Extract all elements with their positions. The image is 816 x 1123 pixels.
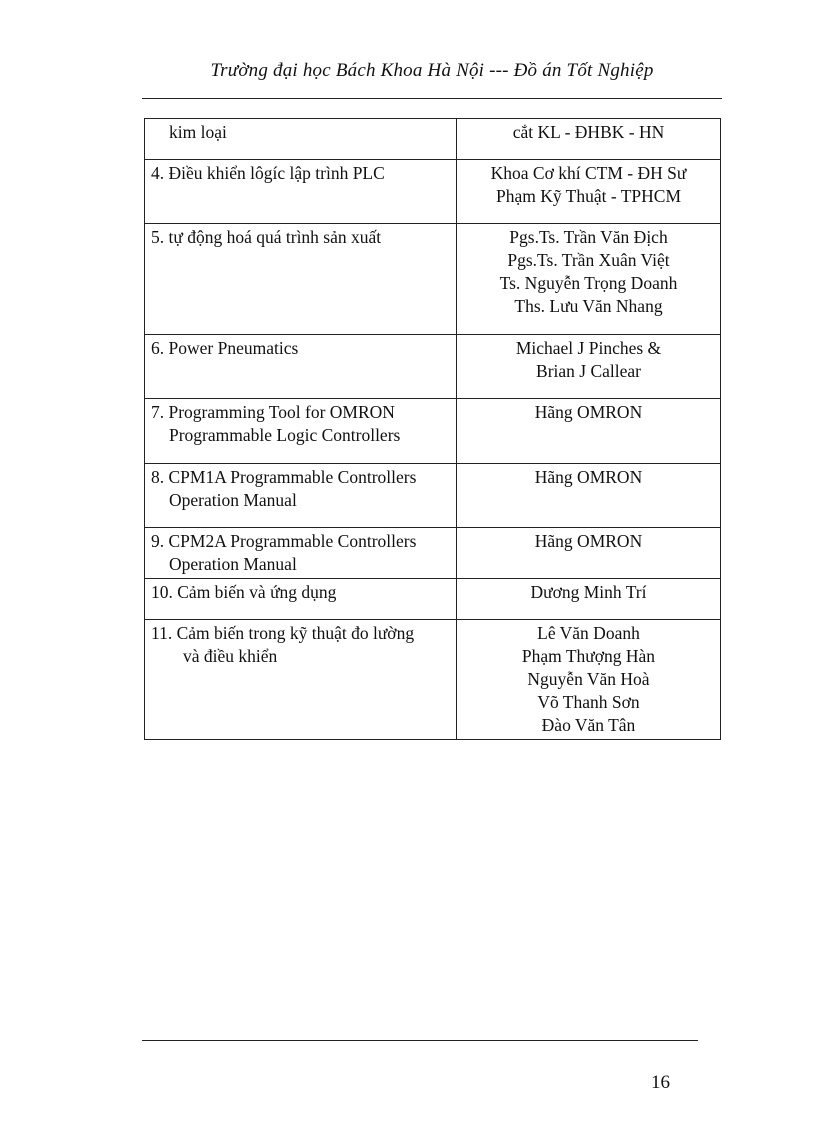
reference-author [457, 224, 721, 335]
reference-title [145, 579, 457, 620]
table-row [145, 160, 721, 224]
reference-author-line: Lê Văn Doanh [537, 623, 640, 643]
reference-author-line: Khoa Cơ khí CTM - ĐH Sư [490, 163, 687, 183]
reference-author [457, 160, 721, 224]
reference-title-line: kim loại [169, 122, 227, 142]
reference-title-line: 7. Programming Tool for OMRON [151, 402, 395, 422]
reference-author-line: Ts. Nguyễn Trọng Doanh [499, 273, 678, 293]
reference-title [145, 620, 457, 740]
reference-author [457, 335, 721, 399]
reference-title-line: Operation Manual [169, 490, 297, 510]
reference-author-line: Hãng OMRON [534, 467, 643, 487]
references-table [144, 118, 721, 740]
table-row [145, 528, 721, 579]
reference-author-line: Pgs.Ts. Trần Xuân Việt [507, 250, 670, 270]
reference-author-line: Phạm Kỹ Thuật - TPHCM [495, 186, 682, 206]
reference-author [457, 464, 721, 528]
table-row [145, 335, 721, 399]
reference-title-line: 6. Power Pneumatics [151, 338, 299, 358]
table-row [145, 579, 721, 620]
reference-title-line: Operation Manual [169, 554, 297, 574]
header-rule [142, 98, 722, 99]
reference-author [457, 119, 721, 160]
reference-title-line: 10. Cảm biến và ứng dụng [151, 582, 337, 602]
reference-author-line: Võ Thanh Sơn [537, 692, 640, 712]
reference-author-line: Hãng OMRON [534, 531, 643, 551]
table-row [145, 620, 721, 740]
reference-author-line: Nguyễn Văn Hoà [527, 669, 650, 689]
reference-author-line: Ths. Lưu Văn Nhang [514, 296, 663, 316]
reference-author [457, 528, 721, 579]
page-number: 16 [651, 1072, 670, 1093]
reference-author [457, 620, 721, 740]
footer-rule [142, 1040, 698, 1041]
reference-title [145, 464, 457, 528]
reference-author-line: Pgs.Ts. Trần Văn Địch [509, 227, 668, 247]
reference-author-line: Đào Văn Tân [541, 715, 636, 735]
reference-author [457, 579, 721, 620]
reference-title [145, 399, 457, 464]
reference-author-line: cắt KL - ĐHBK - HN [512, 122, 665, 142]
reference-title-line: 11. Cảm biến trong kỹ thuật đo lường [151, 623, 415, 643]
reference-title-line: 9. CPM2A Programmable Controllers [151, 531, 417, 551]
reference-author-line: Hãng OMRON [534, 402, 643, 422]
reference-author-line: Michael J Pinches & [515, 338, 662, 358]
reference-title [145, 160, 457, 224]
reference-title-line: 8. CPM1A Programmable Controllers [151, 467, 417, 487]
reference-title-line: và điều khiển [183, 646, 278, 666]
reference-title [145, 335, 457, 399]
reference-title-line: 4. Điều khiển lôgíc lập trình PLC [151, 163, 385, 183]
reference-title-line: Programmable Logic Controllers [169, 425, 401, 445]
reference-author-line: Phạm Thượng Hàn [521, 646, 656, 666]
reference-author [457, 399, 721, 464]
table-row [145, 399, 721, 464]
reference-title [145, 119, 457, 160]
reference-title [145, 528, 457, 579]
table-row [145, 119, 721, 160]
page-header-title: Trường đại học Bách Khoa Hà Nội --- Đồ án Tốt Nghiệp [210, 60, 654, 81]
table-row [145, 224, 721, 335]
reference-title-line: 5. tự động hoá quá trình sản xuất [151, 227, 382, 247]
reference-author-line: Brian J Callear [536, 361, 641, 381]
reference-title [145, 224, 457, 335]
reference-author-line: Dương Minh Trí [530, 582, 647, 602]
table-row [145, 464, 721, 528]
